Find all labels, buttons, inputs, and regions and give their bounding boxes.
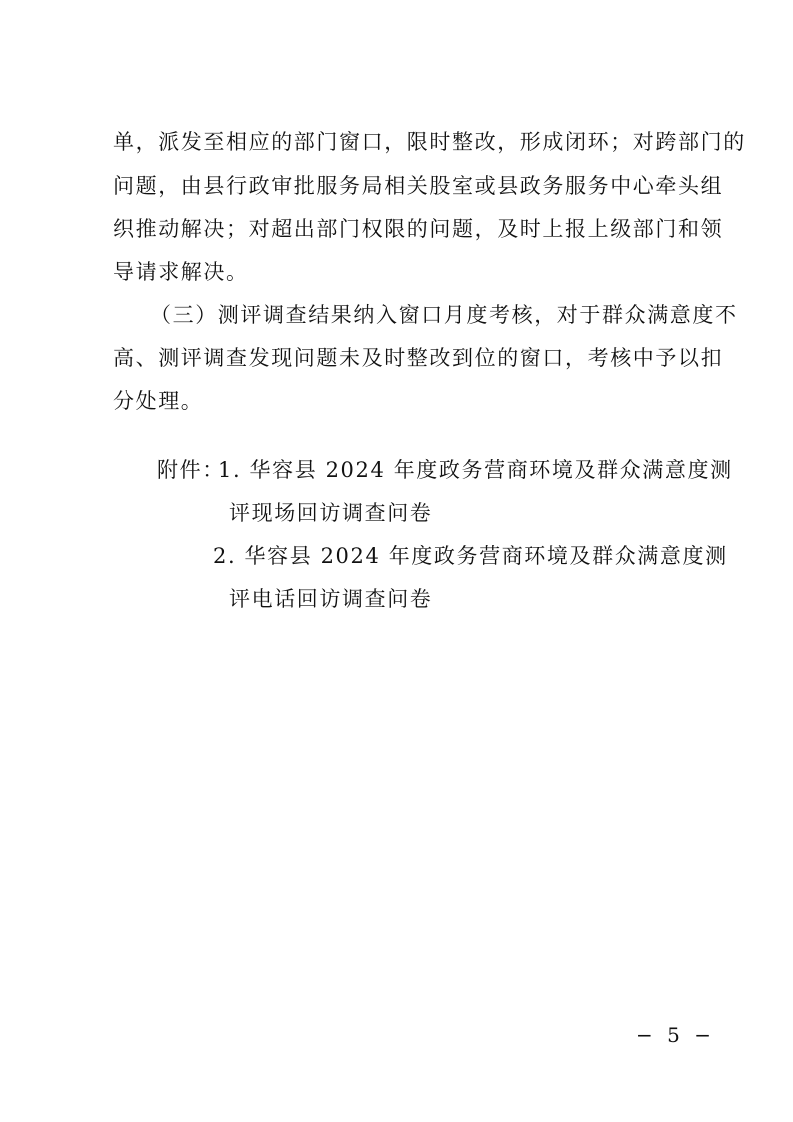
paragraph1-line1: 单，派发至相应的部门窗口，限时整改，形成闭环；对跨部门的 bbox=[113, 130, 746, 154]
page-number: − 5 − bbox=[636, 1023, 715, 1047]
attachment-2-line1: 2. 华容县 2024 年度政务营商环境及群众满意度测 bbox=[213, 544, 728, 568]
paragraph2-line3: 分处理。 bbox=[113, 389, 204, 413]
paragraph1-line2: 问题，由县行政审批服务局相关股室或县政务服务中心牵头组 bbox=[113, 174, 724, 198]
attachment-1-line1: 1. 华容县 2024 年度政务营商环境及群众满意度测 bbox=[218, 458, 733, 482]
paragraph2-line1: （三）测评调查结果纳入窗口月度考核，对于群众满意度不 bbox=[150, 303, 738, 327]
attachment-2-line2: 评电话回访调查问卷 bbox=[229, 587, 433, 611]
paragraph1-line4: 导请求解决。 bbox=[113, 260, 249, 284]
paragraph1-line3: 织推动解决；对超出部门权限的问题，及时上报上级部门和领 bbox=[113, 217, 724, 241]
paragraph2-line2: 高、测评调查发现问题未及时整改到位的窗口，考核中予以扣 bbox=[113, 346, 724, 370]
attachments-label: 附件： bbox=[157, 458, 225, 482]
attachment-1-line2: 评现场回访调查问卷 bbox=[229, 501, 433, 525]
